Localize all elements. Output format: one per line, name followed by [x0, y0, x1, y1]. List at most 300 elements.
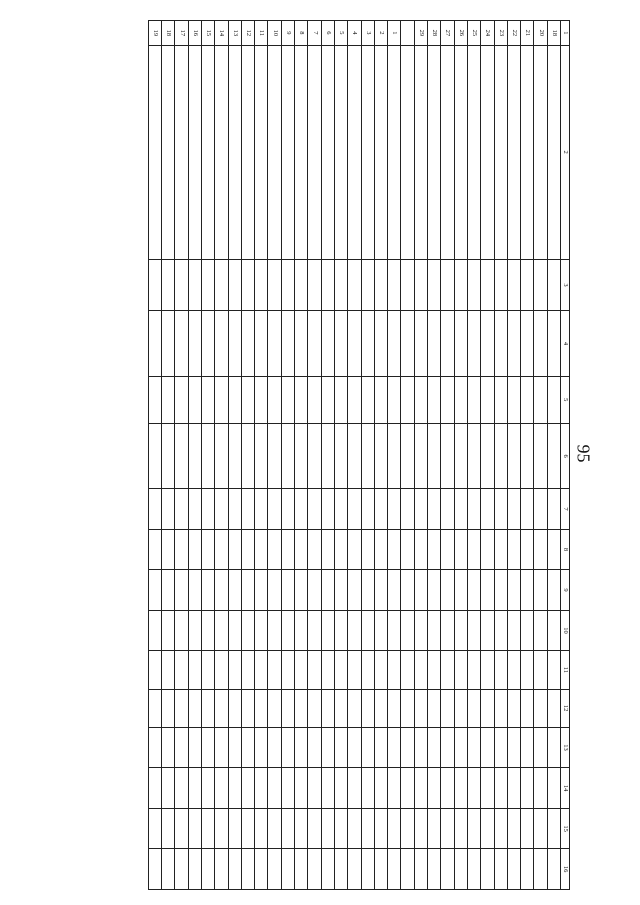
value-cell [215, 311, 228, 376]
value-cell [414, 259, 427, 311]
value-cell [467, 768, 480, 809]
value-cell [162, 768, 175, 809]
value-cell [481, 570, 494, 611]
table-row [281, 21, 294, 890]
value-cell [547, 570, 560, 611]
value-cell [414, 311, 427, 376]
value-cell [534, 849, 547, 890]
table-row [321, 21, 334, 890]
value-cell [441, 610, 454, 651]
value-cell [547, 423, 560, 488]
value-cell [295, 808, 308, 849]
value-cell [481, 376, 494, 423]
value-cell [481, 423, 494, 488]
value-cell [241, 651, 254, 689]
value-cell [334, 259, 347, 311]
value-cell [441, 570, 454, 611]
value-cell [401, 489, 414, 530]
value-cell [148, 423, 161, 488]
value-cell [348, 689, 361, 727]
value-cell [361, 529, 374, 570]
value-cell [467, 259, 480, 311]
value-cell [481, 259, 494, 311]
value-cell [441, 651, 454, 689]
address-cell [268, 45, 281, 259]
value-cell [401, 311, 414, 376]
value-cell [454, 651, 467, 689]
value-cell [255, 376, 268, 423]
value-cell [281, 570, 294, 611]
address-cell [295, 45, 308, 259]
table-row [441, 21, 454, 890]
value-cell [388, 768, 401, 809]
value-cell [534, 727, 547, 768]
table-row [148, 21, 161, 890]
value-cell [494, 423, 507, 488]
value-cell [201, 570, 214, 611]
value-cell [295, 651, 308, 689]
value-cell [201, 311, 214, 376]
value-cell [414, 768, 427, 809]
table-row [547, 21, 560, 890]
value-cell [334, 768, 347, 809]
col-index: 8 [561, 529, 570, 570]
value-cell [414, 376, 427, 423]
value-cell [201, 610, 214, 651]
value-cell [441, 727, 454, 768]
table-body [148, 21, 560, 890]
value-cell [374, 376, 387, 423]
row-number: 10 [268, 21, 281, 46]
value-cell [441, 376, 454, 423]
value-cell [348, 311, 361, 376]
value-cell [281, 376, 294, 423]
value-cell [295, 259, 308, 311]
value-cell [148, 529, 161, 570]
value-cell [148, 768, 161, 809]
value-cell [467, 808, 480, 849]
row-number: 20 [534, 21, 547, 46]
value-cell [241, 489, 254, 530]
value-cell [295, 489, 308, 530]
rotated-table-wrapper [10, 20, 570, 890]
value-cell [281, 768, 294, 809]
value-cell [281, 808, 294, 849]
value-cell [241, 423, 254, 488]
address-cell [507, 45, 520, 259]
value-cell [321, 610, 334, 651]
value-cell [308, 768, 321, 809]
value-cell [241, 849, 254, 890]
table-row [162, 21, 175, 890]
table-row [481, 21, 494, 890]
value-cell [175, 570, 188, 611]
row-number: 2 [374, 21, 387, 46]
value-cell [521, 849, 534, 890]
value-cell [295, 529, 308, 570]
value-cell [175, 610, 188, 651]
value-cell [348, 529, 361, 570]
value-cell [388, 489, 401, 530]
address-cell [241, 45, 254, 259]
value-cell [507, 610, 520, 651]
value-cell [348, 849, 361, 890]
value-cell [414, 610, 427, 651]
table-row [374, 21, 387, 890]
value-cell [308, 610, 321, 651]
address-cell [428, 45, 441, 259]
value-cell [321, 570, 334, 611]
value-cell [281, 610, 294, 651]
value-cell [201, 727, 214, 768]
value-cell [188, 529, 201, 570]
value-cell [175, 259, 188, 311]
value-cell [334, 489, 347, 530]
value-cell [162, 727, 175, 768]
value-cell [374, 311, 387, 376]
value-cell [295, 376, 308, 423]
address-cell [454, 45, 467, 259]
value-cell [281, 311, 294, 376]
table-row [414, 21, 427, 890]
value-cell [321, 689, 334, 727]
value-cell [148, 808, 161, 849]
value-cell [241, 376, 254, 423]
value-cell [334, 570, 347, 611]
value-cell [175, 651, 188, 689]
value-cell [547, 689, 560, 727]
value-cell [521, 610, 534, 651]
value-cell [454, 311, 467, 376]
value-cell [175, 727, 188, 768]
value-cell [494, 570, 507, 611]
value-cell [255, 689, 268, 727]
value-cell [162, 570, 175, 611]
value-cell [441, 489, 454, 530]
address-cell [148, 45, 161, 259]
value-cell [441, 423, 454, 488]
value-cell [162, 423, 175, 488]
value-cell [348, 489, 361, 530]
value-cell [175, 768, 188, 809]
value-cell [162, 808, 175, 849]
value-cell [228, 610, 241, 651]
value-cell [361, 423, 374, 488]
col-index: 14 [561, 768, 570, 809]
value-cell [494, 376, 507, 423]
row-number: 19 [148, 21, 161, 46]
table-row [467, 21, 480, 890]
value-cell [441, 529, 454, 570]
address-cell [521, 45, 534, 259]
value-cell [388, 689, 401, 727]
table-row [534, 21, 547, 890]
value-cell [401, 651, 414, 689]
table-row [334, 21, 347, 890]
value-cell [321, 423, 334, 488]
value-cell [521, 808, 534, 849]
value-cell [255, 768, 268, 809]
value-cell [308, 570, 321, 611]
value-cell [481, 529, 494, 570]
value-cell [521, 768, 534, 809]
value-cell [534, 768, 547, 809]
value-cell [321, 376, 334, 423]
value-cell [454, 259, 467, 311]
address-cell [162, 45, 175, 259]
value-cell [467, 610, 480, 651]
value-cell [295, 610, 308, 651]
value-cell [348, 259, 361, 311]
row-number: 28 [428, 21, 441, 46]
value-cell [334, 610, 347, 651]
col-index: 5 [561, 376, 570, 423]
value-cell [507, 808, 520, 849]
value-cell [361, 689, 374, 727]
value-cell [162, 651, 175, 689]
value-cell [175, 689, 188, 727]
table-row [295, 21, 308, 890]
value-cell [507, 376, 520, 423]
value-cell [241, 311, 254, 376]
value-cell [521, 259, 534, 311]
value-cell [361, 849, 374, 890]
value-cell [401, 423, 414, 488]
value-cell [228, 489, 241, 530]
value-cell [534, 311, 547, 376]
value-cell [534, 610, 547, 651]
address-cell [534, 45, 547, 259]
table-row [507, 21, 520, 890]
value-cell [308, 376, 321, 423]
value-cell [321, 727, 334, 768]
value-cell [334, 529, 347, 570]
value-cell [388, 727, 401, 768]
value-cell [295, 727, 308, 768]
value-cell [201, 376, 214, 423]
value-cell [454, 849, 467, 890]
value-cell [241, 727, 254, 768]
col-index: 13 [561, 727, 570, 768]
address-cell [188, 45, 201, 259]
value-cell [547, 768, 560, 809]
value-cell [148, 489, 161, 530]
value-cell [374, 489, 387, 530]
address-cell [388, 45, 401, 259]
value-cell [441, 849, 454, 890]
col-index: 1 [561, 21, 570, 46]
value-cell [308, 689, 321, 727]
value-cell [481, 311, 494, 376]
value-cell [268, 651, 281, 689]
value-cell [241, 529, 254, 570]
table-row [454, 21, 467, 890]
value-cell [428, 489, 441, 530]
value-cell [228, 768, 241, 809]
value-cell [255, 808, 268, 849]
address-cell [348, 45, 361, 259]
value-cell [308, 423, 321, 488]
value-cell [388, 651, 401, 689]
value-cell [268, 259, 281, 311]
address-cell [308, 45, 321, 259]
value-cell [268, 727, 281, 768]
table-row [361, 21, 374, 890]
value-cell [268, 610, 281, 651]
address-cell [215, 45, 228, 259]
value-cell [428, 311, 441, 376]
value-cell [507, 423, 520, 488]
value-cell [481, 768, 494, 809]
value-cell [228, 529, 241, 570]
value-cell [467, 570, 480, 611]
value-cell [334, 651, 347, 689]
value-cell [547, 808, 560, 849]
value-cell [361, 727, 374, 768]
value-cell [215, 570, 228, 611]
row-number: 8 [295, 21, 308, 46]
value-cell [361, 610, 374, 651]
value-cell [428, 651, 441, 689]
value-cell [467, 849, 480, 890]
value-cell [361, 570, 374, 611]
table-row [401, 21, 414, 890]
value-cell [348, 651, 361, 689]
value-cell [521, 423, 534, 488]
value-cell [388, 610, 401, 651]
address-cell [374, 45, 387, 259]
value-cell [188, 849, 201, 890]
value-cell [361, 768, 374, 809]
value-cell [454, 727, 467, 768]
address-cell [441, 45, 454, 259]
value-cell [188, 570, 201, 611]
value-cell [188, 423, 201, 488]
value-cell [507, 727, 520, 768]
value-cell [388, 808, 401, 849]
value-cell [507, 849, 520, 890]
value-cell [454, 689, 467, 727]
value-cell [494, 489, 507, 530]
col-index: 3 [561, 259, 570, 311]
value-cell [228, 311, 241, 376]
value-cell [388, 423, 401, 488]
value-cell [401, 610, 414, 651]
value-cell [374, 423, 387, 488]
value-cell [414, 423, 427, 488]
value-cell [201, 651, 214, 689]
value-cell [414, 570, 427, 611]
value-cell [308, 311, 321, 376]
col-index: 9 [561, 570, 570, 611]
value-cell [188, 689, 201, 727]
row-number: 26 [454, 21, 467, 46]
resettlement-table [148, 20, 570, 890]
value-cell [321, 768, 334, 809]
address-cell [401, 45, 414, 259]
value-cell [401, 689, 414, 727]
value-cell [441, 689, 454, 727]
row-number: 9 [281, 21, 294, 46]
address-cell [334, 45, 347, 259]
value-cell [348, 808, 361, 849]
value-cell [201, 489, 214, 530]
value-cell [215, 849, 228, 890]
value-cell [428, 259, 441, 311]
col-index: 12 [561, 689, 570, 727]
value-cell [401, 259, 414, 311]
value-cell [321, 849, 334, 890]
value-cell [148, 311, 161, 376]
value-cell [215, 489, 228, 530]
value-cell [268, 768, 281, 809]
value-cell [534, 570, 547, 611]
value-cell [281, 259, 294, 311]
value-cell [295, 423, 308, 488]
row-number: 11 [255, 21, 268, 46]
row-number: 23 [494, 21, 507, 46]
value-cell [428, 689, 441, 727]
value-cell [255, 423, 268, 488]
value-cell [334, 808, 347, 849]
value-cell [148, 259, 161, 311]
row-number: 27 [441, 21, 454, 46]
value-cell [388, 259, 401, 311]
row-number: 3 [361, 21, 374, 46]
value-cell [268, 423, 281, 488]
value-cell [175, 849, 188, 890]
value-cell [175, 311, 188, 376]
value-cell [388, 376, 401, 423]
value-cell [215, 259, 228, 311]
address-cell [201, 45, 214, 259]
value-cell [521, 689, 534, 727]
value-cell [428, 610, 441, 651]
value-cell [521, 727, 534, 768]
value-cell [162, 529, 175, 570]
value-cell [348, 610, 361, 651]
value-cell [454, 529, 467, 570]
value-cell [521, 651, 534, 689]
value-cell [374, 727, 387, 768]
value-cell [361, 489, 374, 530]
value-cell [547, 489, 560, 530]
value-cell [494, 529, 507, 570]
value-cell [507, 651, 520, 689]
value-cell [414, 808, 427, 849]
value-cell [534, 529, 547, 570]
value-cell [175, 423, 188, 488]
value-cell [321, 808, 334, 849]
value-cell [188, 651, 201, 689]
value-cell [534, 651, 547, 689]
value-cell [281, 489, 294, 530]
value-cell [374, 768, 387, 809]
value-cell [308, 727, 321, 768]
value-cell [241, 768, 254, 809]
value-cell [175, 376, 188, 423]
value-cell [162, 689, 175, 727]
value-cell [255, 489, 268, 530]
value-cell [454, 489, 467, 530]
value-cell [255, 610, 268, 651]
value-cell [334, 689, 347, 727]
value-cell [281, 529, 294, 570]
value-cell [308, 808, 321, 849]
address-cell [481, 45, 494, 259]
table-row [348, 21, 361, 890]
value-cell [201, 529, 214, 570]
